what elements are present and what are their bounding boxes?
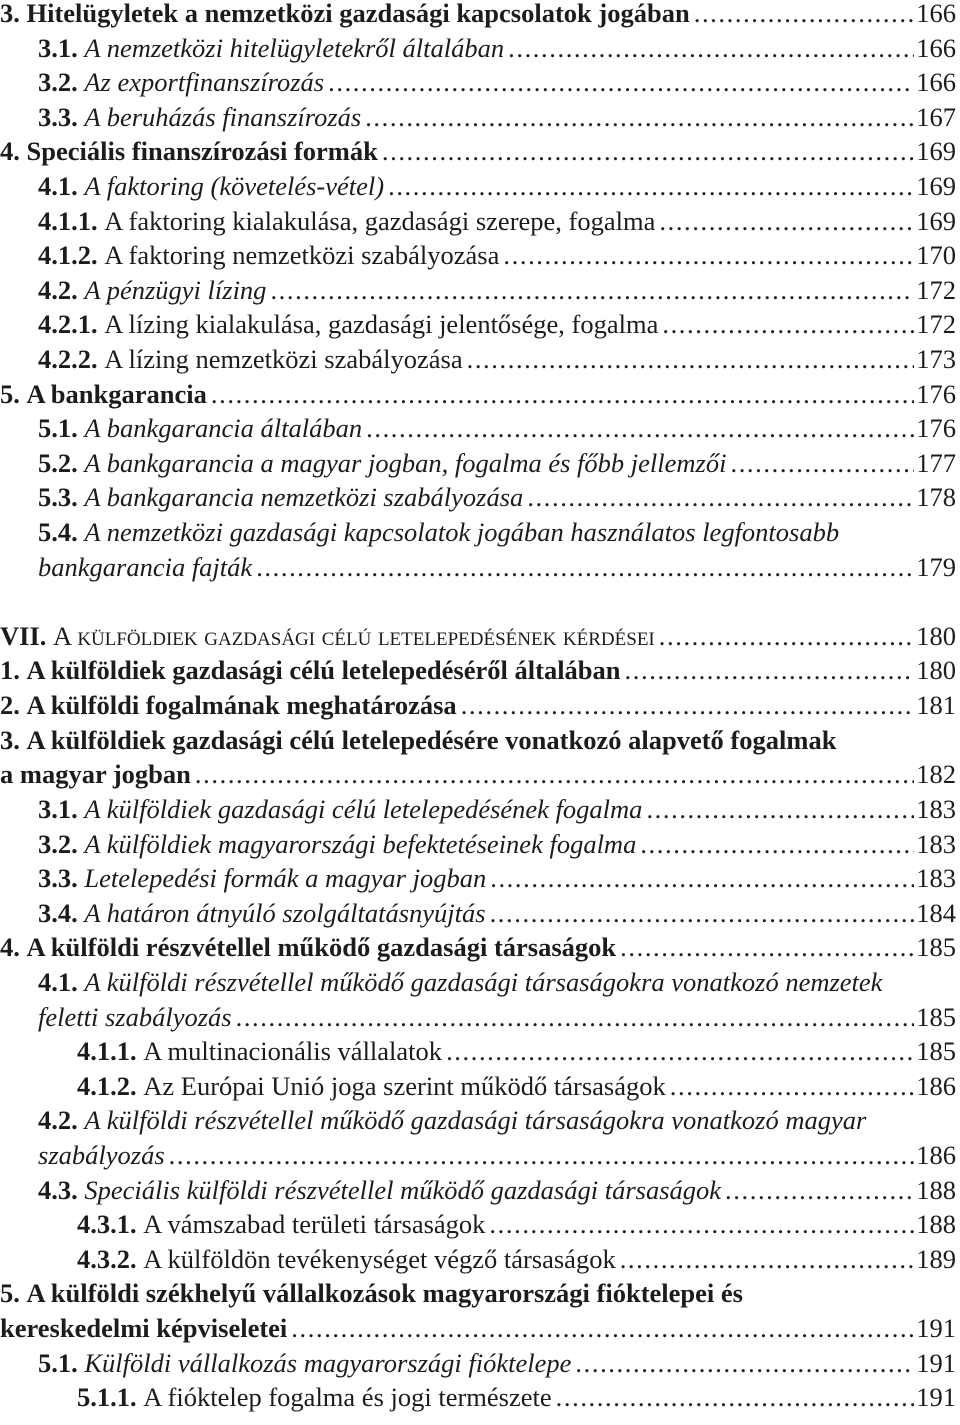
toc-entry-number: 4.1. [38, 171, 78, 201]
toc-entry-title: A beruházás finanszírozás [84, 101, 362, 132]
toc-entry-number: 5.1.1. [77, 1382, 137, 1413]
toc-entry[interactable] [0, 514, 956, 582]
toc-entry-number: 3.2. [38, 67, 78, 98]
toc-entry-title: szabályozás [38, 1139, 165, 1170]
toc-entry-page-number: 185 [916, 1001, 956, 1032]
toc-entry[interactable] [0, 1275, 956, 1343]
toc-entry-title: A lízing kialakulása, gazdasági jelentősége, fogalma [104, 309, 659, 340]
toc-entry[interactable] [0, 133, 956, 169]
toc-entry-title: A bankgarancia a magyar jogban, fogalma és főbb jellemzői [84, 447, 727, 478]
dot-leader [328, 64, 914, 100]
toc-entry-title: A faktoring (követelés-vétel) [84, 171, 385, 201]
dot-leader [291, 1310, 914, 1346]
toc-entry-number: 5.3. [38, 482, 78, 513]
toc-entry-title: Az exportfinanszírozás [84, 67, 325, 98]
toc-entry[interactable] [0, 895, 956, 931]
toc-entry-page-number: 166 [916, 67, 956, 98]
toc-entry-number: 4.2.2. [38, 344, 98, 374]
toc-entry[interactable] [0, 1206, 956, 1242]
toc-entry[interactable] [0, 791, 956, 827]
toc-entry-page-number: 178 [916, 482, 956, 513]
toc-entry-title: Hitelügyletek a nemzetközi gazdasági kapcsolatok jogában [26, 0, 690, 28]
toc-entry-title: A határon átnyúló szolgáltatásnyújtás [84, 897, 486, 928]
toc-entry-number: 4.1. [38, 967, 78, 997]
dot-leader [365, 99, 914, 135]
toc-entry-number: 3.1. [38, 32, 78, 63]
toc-entry-number: 4.2. [38, 274, 78, 305]
toc-entry-title: A külföldi részvétellel működő gazdasági társaságok [26, 932, 617, 963]
toc-entry-number: 4.1.1. [38, 205, 98, 236]
toc-entry-page-number: 191 [916, 1312, 956, 1343]
toc-entry-number: 3.2. [38, 828, 78, 859]
dot-leader [211, 376, 914, 412]
toc-entry-title: A külföldiek gazdasági célú letelepedésére vonatkozó alapvető fogalmak [26, 724, 837, 755]
toc-entry[interactable] [0, 860, 956, 896]
toc-entry-page-number: 166 [916, 0, 956, 28]
toc-entry[interactable] [0, 30, 956, 66]
toc-entry-title: Speciális külföldi részvétellel működő gazdasági társaságok [84, 1174, 722, 1205]
toc-entry-title: A külföldi részvétellel működő gazdasági társaságokra vonatkozó nemzetek [84, 967, 883, 997]
toc-entry-number: 4.3.2. [77, 1243, 137, 1274]
dot-leader [236, 999, 915, 1035]
toc-entry-title: A pénzügyi lízing [84, 274, 267, 305]
toc-entry-number: 5.1. [38, 413, 78, 444]
toc-entry-title: A faktoring nemzetközi szabályozása [104, 240, 500, 271]
toc-entry-title: A külföldiek gazdasági célú letelepedésének fogalma [84, 794, 643, 824]
dot-leader [490, 860, 914, 896]
toc-entry-title: A faktoring kialakulása, gazdasági szerepe, fogalma [104, 205, 656, 236]
dot-leader [256, 549, 914, 585]
toc-entry[interactable] [0, 64, 956, 100]
toc-entry[interactable] [0, 376, 956, 412]
toc-entry[interactable] [0, 964, 956, 1032]
dot-leader [620, 929, 914, 965]
toc-entry-number: 3.3. [38, 101, 78, 132]
dot-leader [270, 272, 914, 308]
toc-entry[interactable] [0, 168, 956, 204]
toc-entry-title: Letelepedési formák a magyar jogban [84, 863, 487, 894]
toc-entry[interactable] [0, 306, 956, 342]
toc-entry-title: A multinacionális vállalatok [143, 1036, 443, 1067]
dot-leader [646, 791, 914, 827]
toc-entry-title: kereskedelmi képviseletei [0, 1312, 288, 1343]
toc-entry-title: Speciális finanszírozási formák [26, 136, 378, 167]
dot-leader [527, 479, 914, 515]
toc-entry-number: 3. [0, 0, 20, 28]
toc-entry-page-number: 183 [916, 828, 956, 859]
dot-leader [489, 1206, 914, 1242]
toc-entry-number: 3.4. [38, 897, 78, 928]
toc-entry[interactable] [0, 479, 956, 515]
toc-entry-page-number: 184 [916, 897, 956, 928]
toc-entry-number: 1. [0, 655, 20, 686]
toc-entry-title: A nemzetközi hitelügyletekről általában [84, 32, 505, 63]
toc-entry-page-number: 169 [916, 171, 956, 201]
toc-entry-page-number: 180 [916, 655, 956, 686]
dot-leader [461, 687, 915, 723]
toc-entry-title: A lízing nemzetközi szabályozása [104, 344, 463, 374]
toc-entry-title: A külföldiek gazdasági célú letelepedésének kérdései [53, 620, 655, 651]
dot-leader [382, 133, 914, 169]
toc-entry-number: 5.2. [38, 447, 78, 478]
toc-entry[interactable] [0, 1241, 956, 1277]
toc-entry-title: A nemzetközi gazdasági kapcsolatok jogában használatos legfontosabb [84, 517, 840, 547]
toc-entry-number: 4.3.1. [77, 1209, 137, 1240]
toc-entry[interactable] [0, 826, 956, 862]
toc-entry-title: bankgarancia fajták [38, 551, 253, 582]
toc-entry[interactable] [0, 652, 956, 688]
toc-entry[interactable] [0, 1172, 956, 1208]
toc-entry[interactable] [0, 618, 956, 654]
dot-leader [662, 306, 914, 342]
dot-leader [169, 1137, 915, 1173]
toc-entry-number: 5. [0, 378, 20, 409]
toc-entry-title: A fióktelep fogalma és jogi természete [143, 1382, 552, 1413]
toc-entry-page-number: 172 [916, 309, 956, 340]
toc-entry[interactable] [0, 237, 956, 273]
toc-entry-number: 4.1.2. [77, 1070, 137, 1101]
toc-entry-number: 2. [0, 690, 20, 720]
toc-entry-title: A bankgarancia [26, 378, 207, 409]
toc-entry-number: 5. [0, 1278, 20, 1309]
dot-leader [467, 341, 915, 377]
dot-leader [625, 652, 915, 688]
toc-entry-page-number: 183 [916, 863, 956, 894]
toc-entry[interactable] [0, 272, 956, 308]
toc-entry-number: 4.2. [38, 1105, 78, 1136]
dot-leader [195, 756, 914, 792]
toc-entry-title: A külföldi székhelyű vállalkozások magyarországi fióktelepei és [26, 1278, 743, 1309]
toc-entry-title: a magyar jogban [0, 759, 191, 790]
toc-entry-page-number: 185 [916, 1036, 956, 1067]
toc-entry-title: feletti szabályozás [38, 1001, 232, 1032]
dot-leader [659, 203, 914, 239]
toc-entry-page-number: 188 [916, 1209, 956, 1240]
toc-entry[interactable] [0, 1379, 956, 1415]
toc-entry[interactable] [0, 341, 956, 377]
toc-entry[interactable] [0, 99, 956, 135]
toc-entry-page-number: 180 [916, 620, 956, 651]
dot-leader [388, 168, 914, 204]
toc-entry[interactable] [0, 410, 956, 446]
toc-entry-title: A külföldön tevékenységet végző társaságok [143, 1243, 616, 1274]
dot-leader [446, 1033, 914, 1069]
dot-leader [556, 1379, 915, 1415]
toc-entry-page-number: 176 [916, 378, 956, 409]
toc-entry-page-number: 172 [916, 274, 956, 305]
toc-entry[interactable] [0, 929, 956, 965]
toc-entry-page-number: 182 [916, 759, 956, 790]
toc-entry-number: 4.2.1. [38, 309, 98, 340]
toc-entry[interactable] [0, 445, 956, 481]
toc-entry-page-number: 169 [916, 136, 956, 167]
toc-entry[interactable] [0, 1345, 956, 1381]
toc-entry-number: 5.1. [38, 1347, 78, 1378]
dot-leader [640, 826, 914, 862]
dot-leader [730, 445, 914, 481]
toc-entry-page-number: 189 [916, 1243, 956, 1274]
toc-entry-page-number: 166 [916, 32, 956, 63]
toc-entry-page-number: 191 [916, 1347, 956, 1378]
toc-entry-title: Az Európai Unió joga szerint működő társaságok [143, 1070, 666, 1101]
toc-entry-number: 5.4. [38, 517, 78, 547]
dot-leader [366, 410, 914, 446]
toc-entry-page-number: 170 [916, 240, 956, 271]
toc-entry-title: A vámszabad területi társaságok [143, 1209, 486, 1240]
toc-entry-number: 3. [0, 724, 20, 755]
dot-leader [659, 618, 914, 654]
dot-leader [670, 1068, 914, 1104]
toc-entry-page-number: 169 [916, 205, 956, 236]
toc-entry-number: 4. [0, 136, 20, 167]
toc-entry-title: A külföldiek magyarországi befektetéseinek fogalma [84, 828, 637, 859]
toc-entry-page-number: 176 [916, 413, 956, 444]
toc-entry-title: Külföldi vállalkozás magyarországi fióktelepe [84, 1347, 572, 1378]
toc-entry-page-number: 186 [916, 1139, 956, 1170]
toc-entry-page-number: 179 [916, 551, 956, 582]
toc-entry-page-number: 188 [916, 1174, 956, 1205]
toc-entry-page-number: 185 [916, 932, 956, 963]
dot-leader [694, 0, 915, 31]
dot-leader [490, 895, 915, 931]
dot-leader [575, 1345, 914, 1381]
toc-entry-page-number: 167 [916, 101, 956, 132]
toc-entry-number: 3.3. [38, 863, 78, 894]
toc-entry[interactable] [0, 203, 956, 239]
toc-entry-page-number: 191 [916, 1382, 956, 1413]
dot-leader [508, 30, 914, 66]
toc-entry[interactable] [0, 1033, 956, 1069]
toc-entry[interactable] [0, 687, 956, 723]
toc-entry-page-number: 181 [916, 690, 956, 720]
toc-entry-number: 3.1. [38, 794, 78, 824]
toc-entry-page-number: 173 [916, 344, 956, 374]
toc-entry-number: 4.3. [38, 1174, 78, 1205]
toc-entry-title: A külföldiek gazdasági célú letelepedéséről általában [26, 655, 621, 686]
toc-entry-page-number: 186 [916, 1070, 956, 1101]
toc-entry-number: 4.1.2. [38, 240, 98, 271]
toc-entry-title: A külföldi részvétellel működő gazdasági társaságokra vonatkozó magyar [84, 1105, 867, 1136]
toc-entry[interactable] [0, 1102, 956, 1170]
dot-leader [620, 1241, 915, 1277]
toc-entry-number: 4. [0, 932, 20, 963]
toc-entry-number: 4.1.1. [77, 1036, 137, 1067]
toc-entry-page-number: 183 [916, 794, 956, 824]
toc-entry-title: A külföldi fogalmának meghatározása [26, 690, 457, 720]
toc-entry[interactable] [0, 1068, 956, 1104]
toc-entry[interactable] [0, 722, 956, 790]
toc-entry-title: A bankgarancia nemzetközi szabályozása [84, 482, 524, 513]
toc-entry[interactable] [0, 0, 956, 31]
toc-entry-page-number: 177 [916, 447, 956, 478]
dot-leader [725, 1172, 914, 1208]
dot-leader [503, 237, 914, 273]
toc-entry-number: VII. [0, 620, 47, 651]
toc-entry-title: A bankgarancia általában [84, 413, 363, 444]
